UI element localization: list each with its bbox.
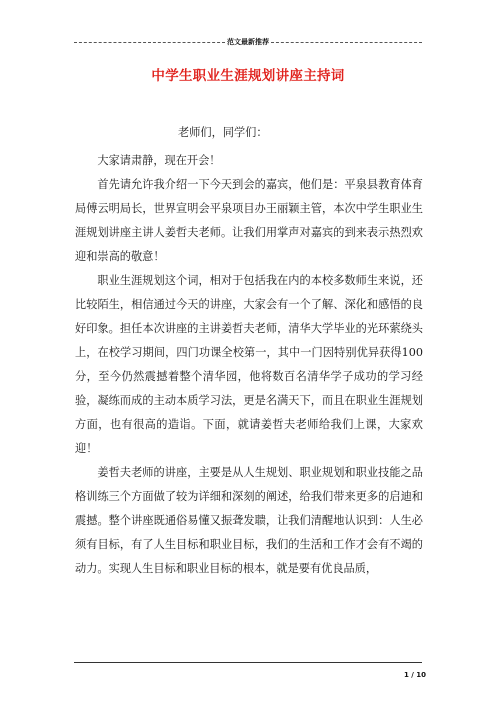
header-divider-right (271, 42, 422, 43)
page-header (74, 37, 422, 47)
header-divider-left (74, 42, 225, 43)
document-title: 中学生职业生涯规划讲座主持词 (151, 68, 345, 84)
paragraph: 首先请允许我介绍一下今天到会的嘉宾，他们是：平泉县教育体育局傅云明局长，世界宣明会平泉项目办王丽颖主管，本次中学生职业生涯规划讲座主讲人姜哲夫老师。让我们用掌声对嘉宾的到来表示热烈欢迎和崇高的敬意！ (75, 178, 423, 263)
paragraph: 职业生涯规划这个词，相对于包括我在内的本校多数师生来说，还比较陌生，相信通过今天的讲座，大家会有一个了解、深化和感悟的良好印象。担任本次讲座的主讲姜哲夫老师，清华大学毕业的光环萦绕头上，在校学习期间，四门功课全校第一，其中一门因特别优异获得100分，至今仍然震撼着整个清华园，他将数百名清华学子成功的学习经验，凝练而成的主动本质学习法，更是名满天下，而且在职业生涯规划方面，也有很高的造诣。下面，就请姜哲夫老师给我们上课，大家欢迎！ (75, 274, 423, 455)
salutation: 老师们，同学们： (178, 126, 268, 139)
document-body (75, 121, 423, 581)
page-number: 1 / 10 (403, 671, 426, 679)
footer-divider (74, 662, 422, 663)
paragraph: 大家请肃静，现在开会！ (97, 154, 221, 167)
paragraph: 姜哲夫老师的讲座，主要是从人生规划、职业规划和职业技能之品格训练三个方面做了较为详细和深刻的阐述，给我们带来更多的启迪和震撼。整个讲座既通俗易懂又振聋发聩，让我们清醒地认识到：人生必须有目标，有了人生目标和职业目标，我们的生活和工作才会有不竭的动力。实现人生目标和职业目标的根本，就是要有优良品质， (75, 466, 423, 575)
header-label: 范文最新推荐 (227, 38, 269, 46)
